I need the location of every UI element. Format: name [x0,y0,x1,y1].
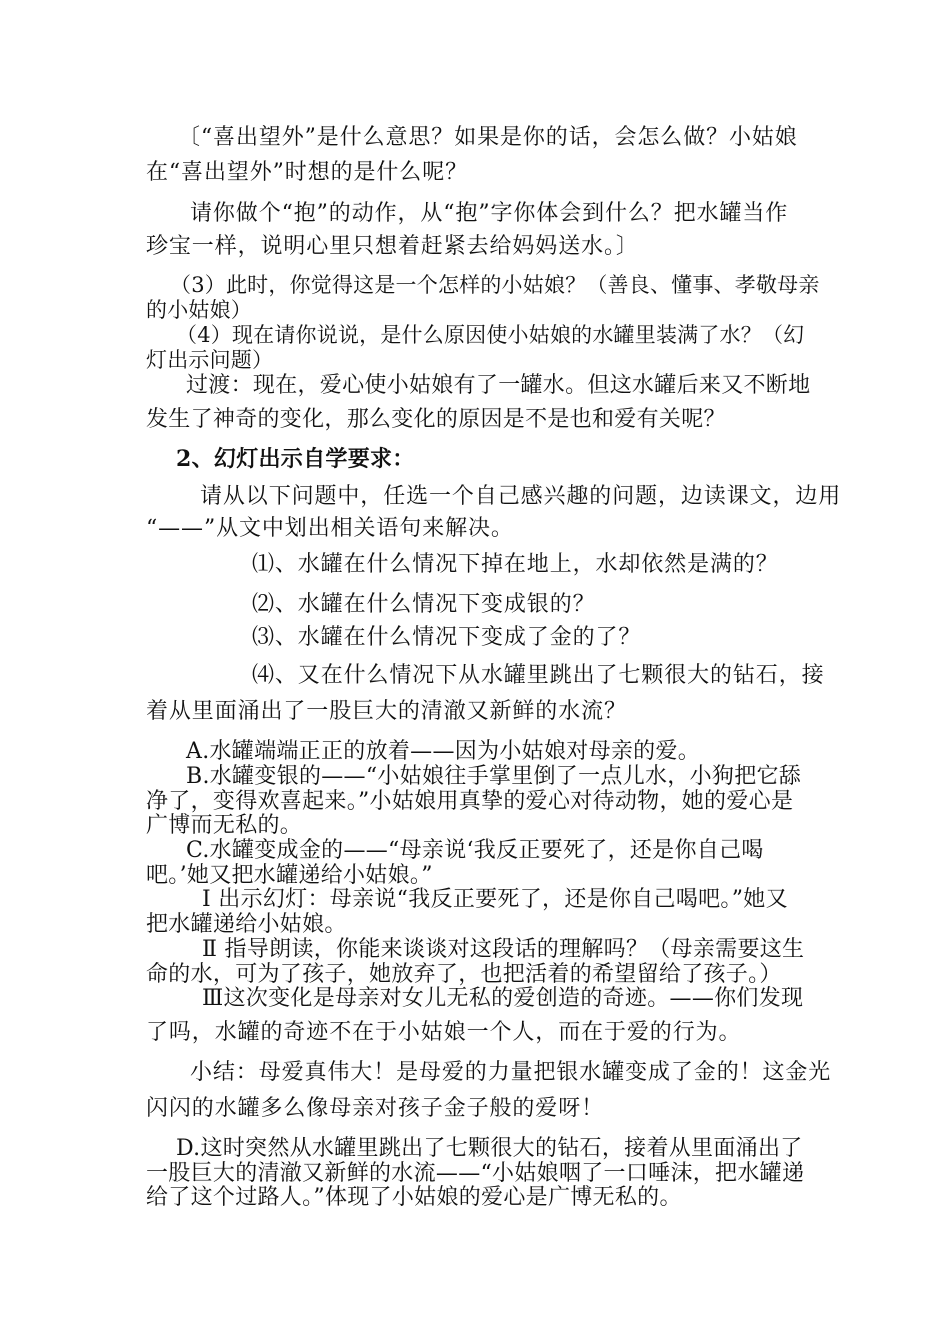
text-line: 把水罐递给小姑娘。 [146,912,347,937]
question-item: ⑷、又在什么情况下从水罐里跳出了七颗很大的钻石，接 [252,663,825,688]
question-item: ⑴、水罐在什么情况下掉在地上，水却依然是满的？ [252,552,779,577]
text-line: （3）此时，你觉得这是一个怎样的小姑娘？（善良、懂事、孝敬母亲 [170,273,820,297]
text-line: 闪闪的水罐多么像母亲对孩子金子般的爱呀！ [146,1096,605,1121]
text-line: 命的水，可为了孩子，她放弃了，也把活着的希望留给了孩子。） [146,962,782,987]
text-line: （4）现在请你说说，是什么原因使小姑娘的水罐里装满了水？（幻 [176,323,805,347]
text-line: 在“喜出望外”时想的是什么呢？ [146,160,468,185]
text-line: 广博而无私的。 [146,813,303,838]
text-line: 的小姑娘） [146,298,252,322]
text-line: 吧。’她又把水罐递给小姑娘。” [146,863,433,888]
text-line: “——”从文中划出相关语句来解决。 [146,516,514,541]
question-item: ⑵、水罐在什么情况下变成银的？ [252,592,596,617]
text-line: 了吗，水罐的奇迹不在于小姑娘一个人，而在于爱的行为。 [146,1020,742,1045]
text-line: Ⅱ 指导朗读，你能来谈谈对这段话的理解吗？（母亲需要这生 [202,937,805,962]
text-line: 过渡：现在，爱心使小姑娘有了一罐水。但这水罐后来又不断地 [186,373,811,398]
text-line: 着从里面涌出了一股巨大的清澈又新鲜的水流？ [146,699,627,724]
answer-item: A.水罐端端正正的放着——因为小姑娘对母亲的爱。 [186,739,701,764]
text-line: 灯出示问题） [146,348,274,372]
answer-item: C.水罐变成金的——“母亲说‘我反正要死了，还是你自己喝 [186,838,764,863]
text-line: 请从以下问题中，任选一个自己感兴趣的问题，边读课文，边用 [200,484,842,509]
section-heading: 2、幻灯出示自学要求： [176,446,415,472]
text-line: Ⅲ这次变化是母亲对女儿无私的爱创造的奇迹。——你们发现 [202,986,804,1011]
text-line: 〔“喜出望外”是什么意思？如果是你的话，会怎么做？小姑娘 [178,125,798,150]
text-line: 珍宝一样，说明心里只想着赶紧去给妈妈送水。〕 [146,234,639,259]
text-line: Ⅰ 出示幻灯：母亲说“我反正要死了，还是你自己喝吧。”她又 [202,887,788,912]
text-line: 给了这个过路人。”体现了小姑娘的爱心是广博无私的。 [146,1185,682,1210]
text-line: 发生了神奇的变化，那么变化的原因是不是也和爱有关呢？ [146,407,726,432]
answer-item: B.水罐变银的——“小姑娘往手掌里倒了一点儿水，小狗把它舔 [186,764,802,789]
answer-item: D.这时突然从水罐里跳出了七颗很大的钻石，接着从里面涌出了 [176,1136,803,1161]
text-line: 一股巨大的清澈又新鲜的水流——“小姑娘咽了一口唾沫，把水罐递 [146,1161,805,1186]
question-item: ⑶、水罐在什么情况下变成了金的了？ [252,625,642,650]
text-line: 净了，变得欢喜起来。”小姑娘用真挚的爱心对待动物，她的爱心是 [146,789,794,814]
text-line: 请你做个“抱”的动作，从“抱”字你体会到什么？把水罐当作 [190,201,789,226]
summary-line: 小结：母爱真伟大！是母爱的力量把银水罐变成了金的！这金光 [190,1060,832,1085]
